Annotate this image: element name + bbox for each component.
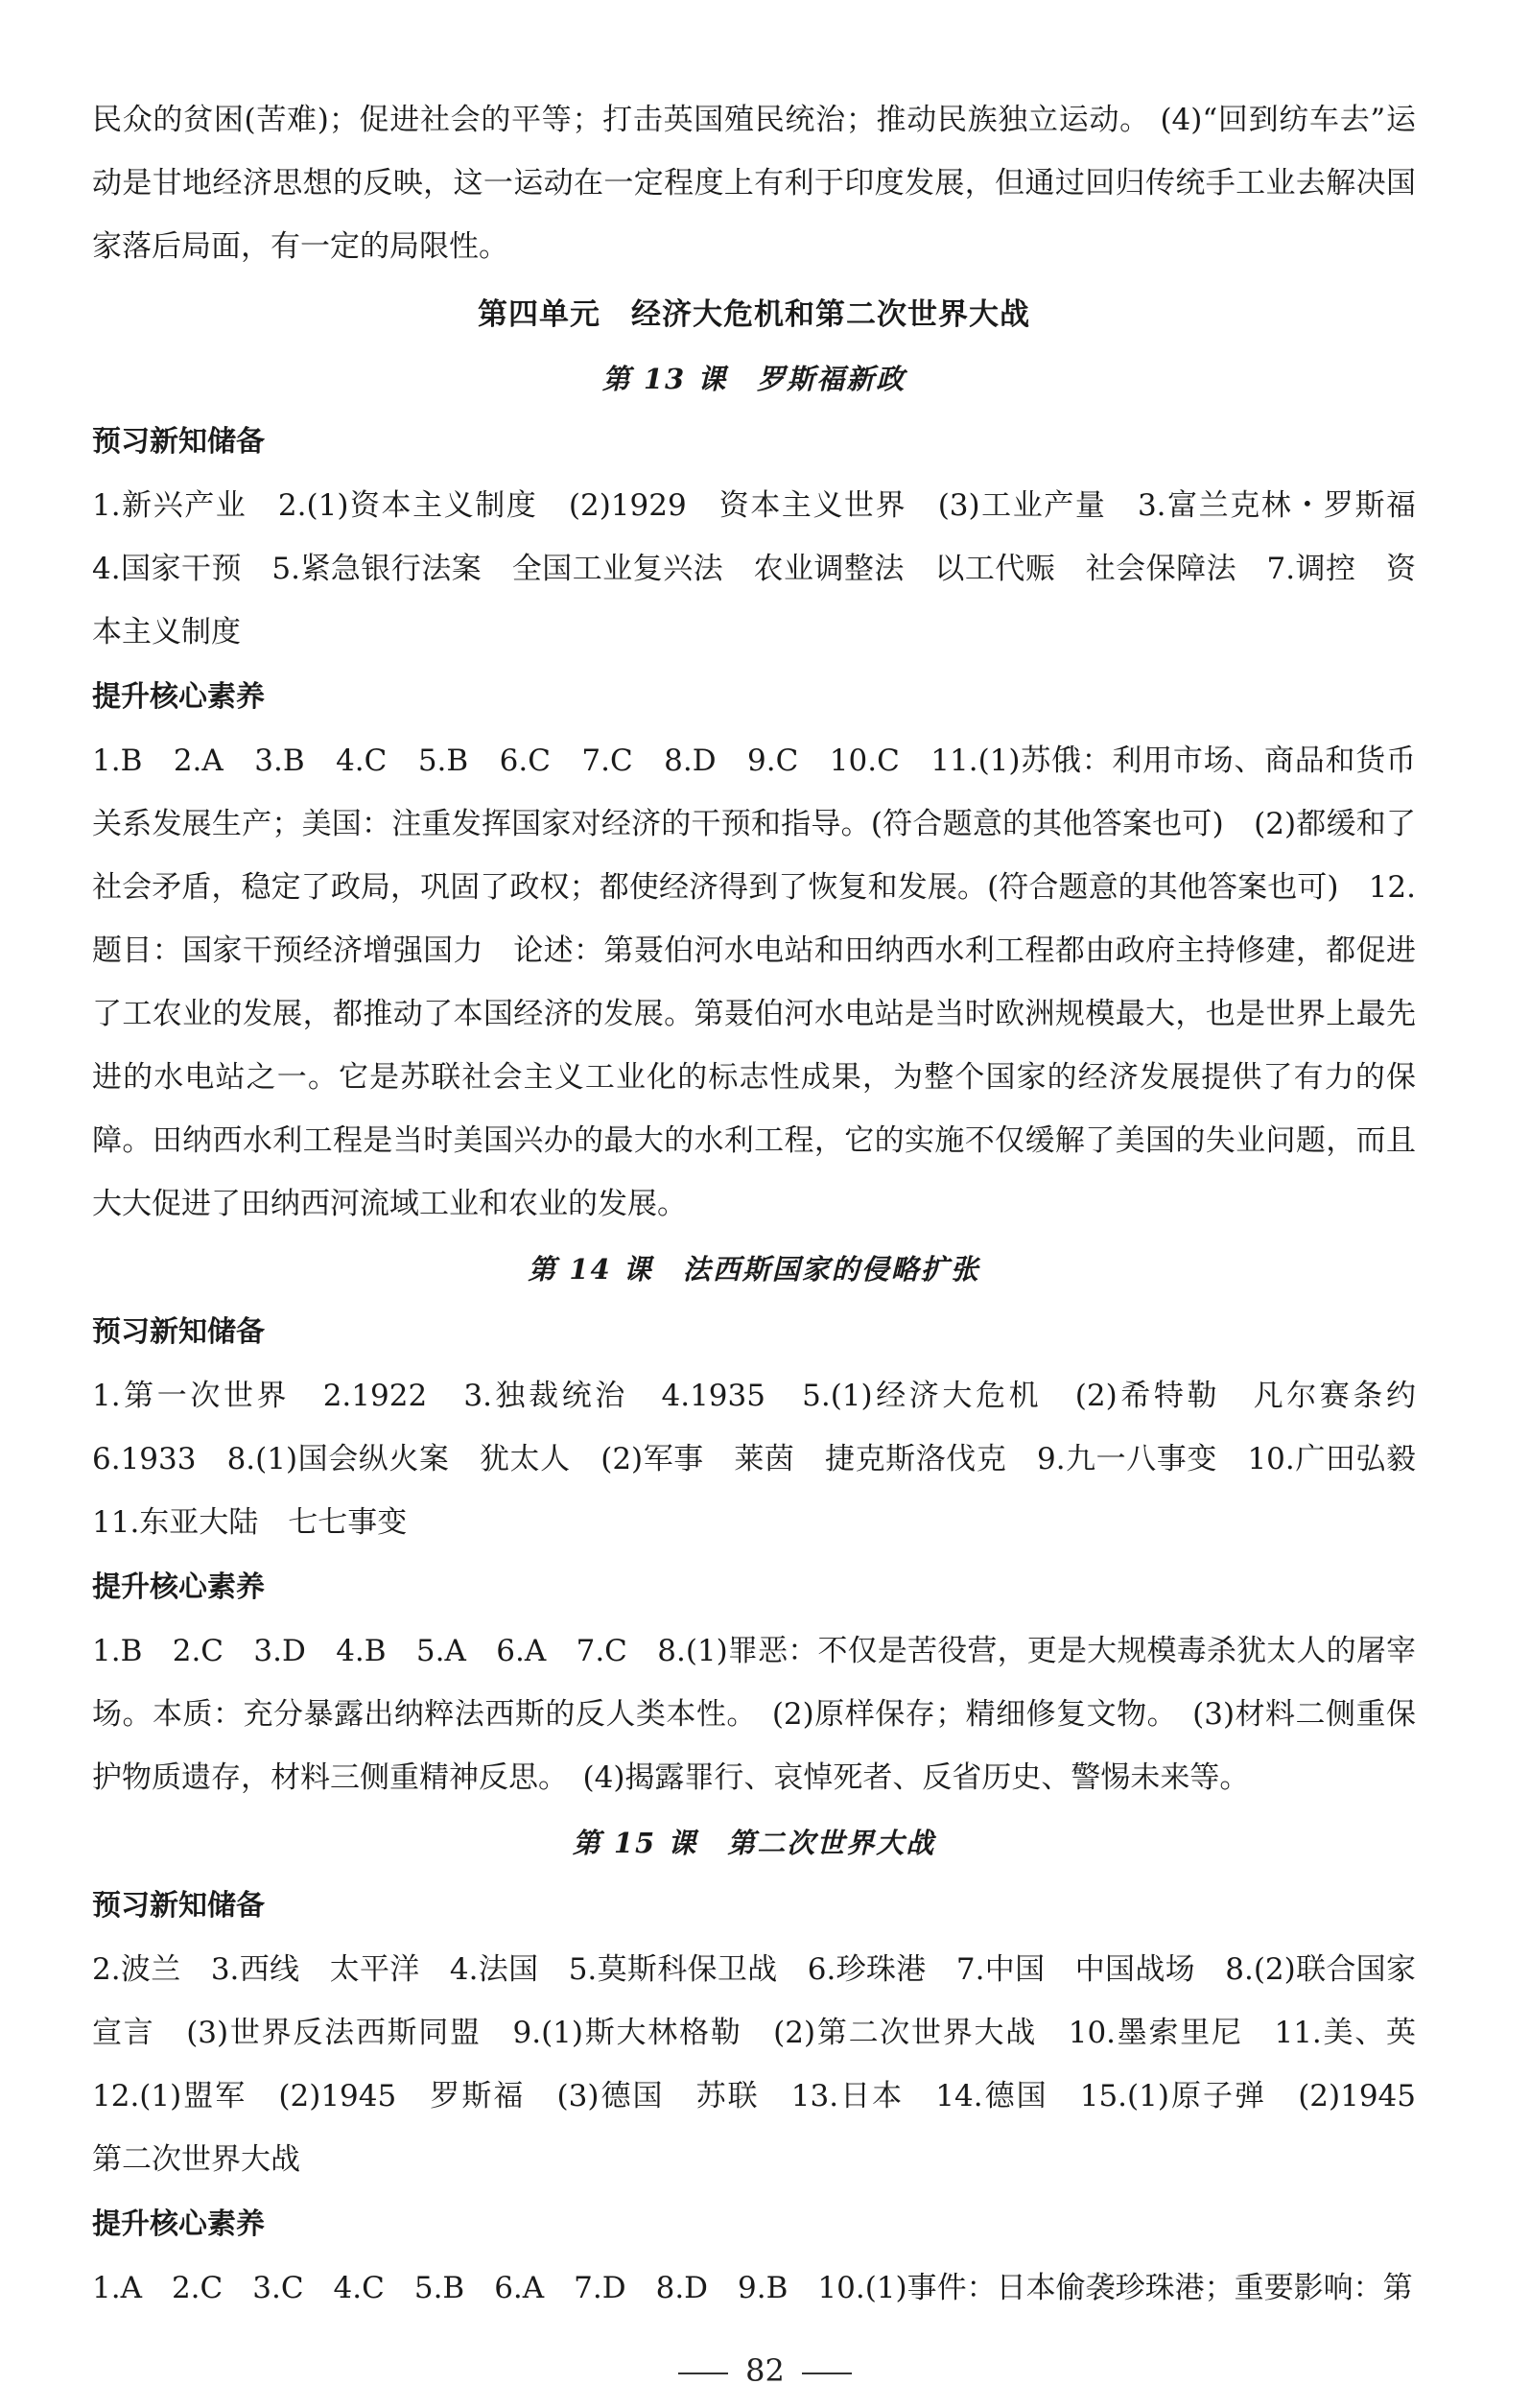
lesson-15-core-heading: 提升核心素养: [92, 2207, 265, 2241]
lesson-13-core-answers: 1.B 2.A 3.B 4.C 5.B 6.C 7.C 8.D 9.C 10.C 11.(1)苏俄：利用市场、商品和货币关系发展生产；美国：注重发挥国家对经济的干预和指导。(符合题意的其他答案也可) (2)都缓和了社会矛盾，稳定了政局，巩固了政权；都使经济得到了恢复和发展。(符合题意的其他答案也可) 12.题目：国家干预经济增强国力 论述：第聂伯河水电站和田纳西水利工程都由政府主持修建，都促进了工农业的发展，都推动了本国经济的发展。第聂伯河水电站是当时欧洲规模最大，也是世界上最先进的水电站之一。它是苏联社会主义工业化的标志性成果，为整个国家的经济发展提供了有力的保障。田纳西水利工程是当时美国兴办的最大的水利工程，它的实施不仅缓解了美国的失业问题，而且大大促进了田纳西河流域工业和农业的发展。: [92, 744, 1416, 1221]
intro-paragraph: 民众的贫困(苦难)；促进社会的平等；打击英国殖民统治；推动民族独立运动。 (4)“回到纺车去”运动是甘地经济思想的反映，这一运动在一定程度上有利于印度发展，但通过回归传统手工业去解决国家落后局面，有一定的局限性。: [92, 103, 1416, 264]
lesson-13-preview-heading: 预习新知储备: [92, 425, 265, 459]
page-number-value: 82: [745, 2352, 785, 2389]
unit-title: 第四单元 经济大危机和第二次世界大战: [478, 297, 1030, 332]
lesson-14-preview-answers: 1.第一次世界 2.1922 3.独裁统治 4.1935 5.(1)经济大危机 (2)希特勒 凡尔赛条约 6.1933 8.(1)国会纵火案 犹太人 (2)军事 莱茵 捷克斯洛伐克 9.九一八事变 10.广田弘毅 11.东亚大陆 七七事变: [92, 1379, 1446, 1540]
lesson-13-core-heading: 提升核心素养: [92, 680, 265, 714]
lesson-14-core-answers: 1.B 2.C 3.D 4.B 5.A 6.A 7.C 8.(1)罪恶：不仅是苦役营，更是大规模毒杀犹太人的屠宰场。本质：充分暴露出纳粹法西斯的反人类本性。 (2)原样保存；精细修复文物。 (3)材料二侧重保护物质遗存，材料三侧重精神反思。 (4)揭露罪行、哀悼死者、反省历史、警惕未来等。: [92, 1634, 1416, 1795]
lesson-15-preview-heading: 预习新知储备: [92, 1889, 265, 1923]
page-number: [0, 2352, 1530, 2389]
page-number-left-dash: [678, 2373, 728, 2374]
lesson-14-preview-heading: 预习新知储备: [92, 1315, 265, 1349]
lesson-15-core-answers: 1.A 2.C 3.C 4.C 5.B 6.A 7.D 8.D 9.B 10.(1)事件：日本偷袭珍珠港；重要影响：第: [92, 2271, 1413, 2305]
lesson-14-title: 第 14 课 法西斯国家的侵略扩张: [528, 1253, 980, 1286]
lesson-15-preview-answers: 2.波兰 3.西线 太平洋 4.法国 5.莫斯科保卫战 6.珍珠港 7.中国 中国战场 8.(2)联合国家宣言 (3)世界反法西斯同盟 9.(1)斯大林格勒 (2)第二次世界大战 10.墨索里尼 11.美、英 12.(1)盟军 (2)1945 罗斯福 (3)德国 苏联 13.日本 14.德国 15.(1)原子弹 (2)1945 第二次世界大战: [92, 1952, 1446, 2177]
lesson-14-core-heading: 提升核心素养: [92, 1570, 265, 1604]
lesson-15-title: 第 15 课 第二次世界大战: [572, 1827, 936, 1859]
lesson-13-title: 第 13 课 罗斯福新政: [601, 363, 906, 395]
page-number-right-dash: [802, 2373, 852, 2374]
lesson-13-preview-answers: 1.新兴产业 2.(1)资本主义制度 (2)1929 资本主义世界 (3)工业产量 3.富兰克林・罗斯福 4.国家干预 5.紧急银行法案 全国工业复兴法 农业调整法 以工代赈 社会保障法 7.调控 资本主义制度: [92, 488, 1446, 649]
answer-content: [92, 88, 1446, 2320]
